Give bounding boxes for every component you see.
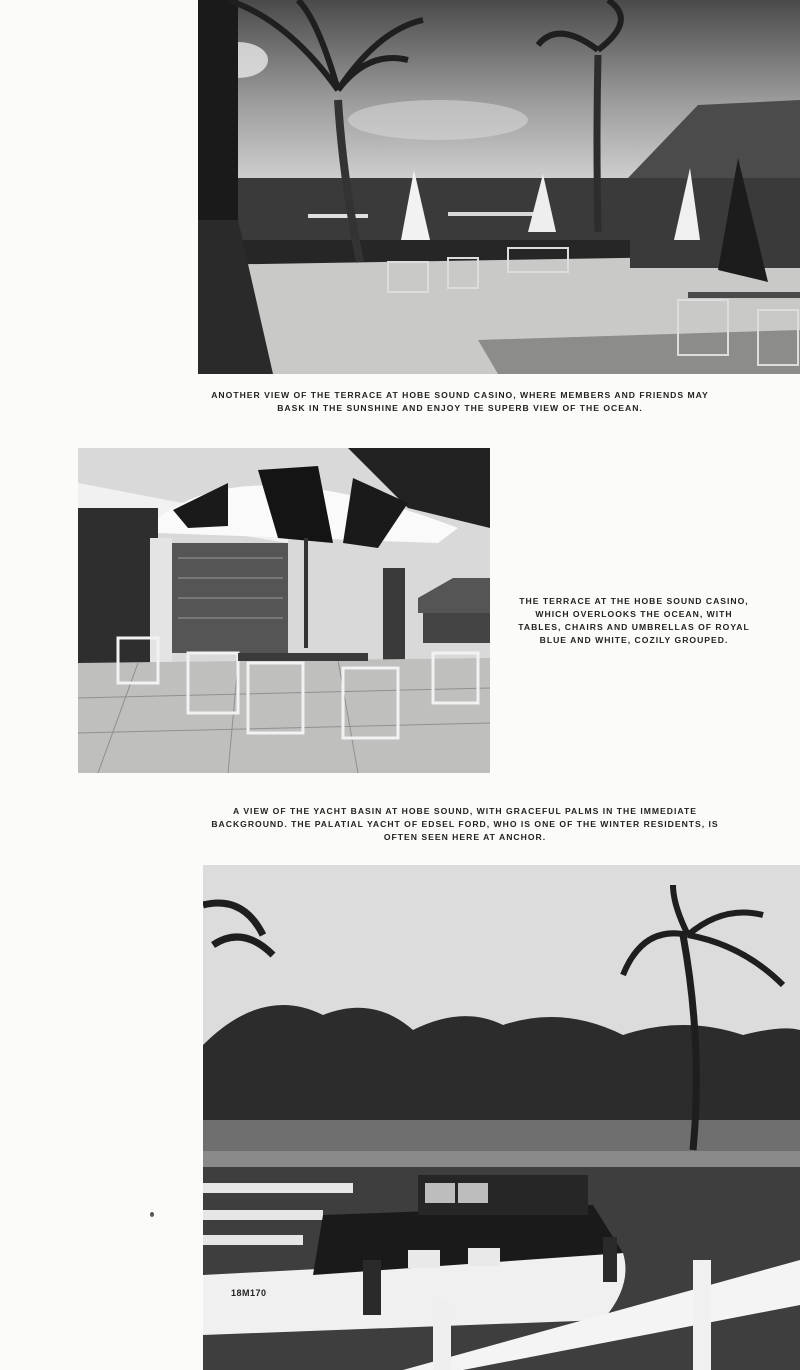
boat-registration-label: 18M170 <box>231 1288 267 1298</box>
terrace-view-caption: ANOTHER VIEW OF THE TERRACE AT HOBE SOUND CASINO, WHERE MEMBERS AND FRIENDS MAY BASK IN THE SUNSHINE AND ENJOY THE SUPERB VIEW OF THE OCEAN. <box>211 390 709 413</box>
terrace-ocean-photo <box>198 0 800 374</box>
print-speck <box>150 1212 154 1217</box>
yacht-basin-photo <box>203 865 800 1370</box>
terrace-umbrellas-photo <box>78 448 490 773</box>
terrace-grouped-caption: THE TERRACE AT THE HOBE SOUND CASINO, WHICH OVERLOOKS THE OCEAN, WITH TABLES, CHAIRS AND UMBRELLAS OF ROYAL BLUE AND WHITE, COZILY GROUPED. <box>518 596 750 645</box>
yacht-basin-caption: A VIEW OF THE YACHT BASIN AT HOBE SOUND, WITH GRACEFUL PALMS IN THE IMMEDIATE BACKGROUND. THE PALATIAL YACHT OF EDSEL FORD, WHO IS ONE OF THE WINTER RESIDENTS, IS OFTEN SEEN HERE AT ANCHOR. <box>211 806 719 842</box>
